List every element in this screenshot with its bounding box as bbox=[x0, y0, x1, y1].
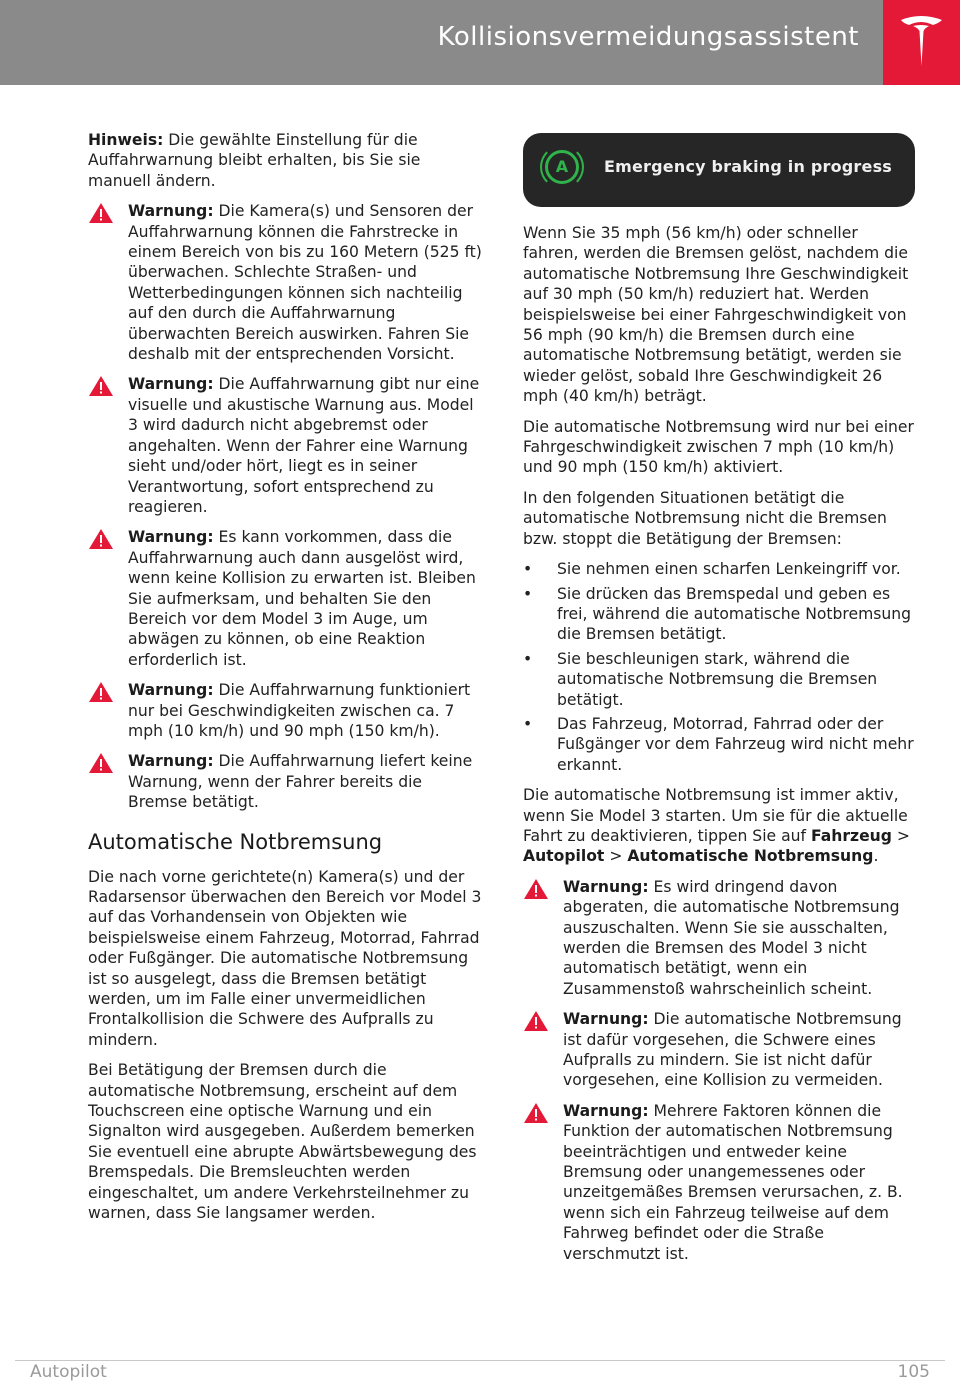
warning-label: Warnung: bbox=[563, 1101, 649, 1120]
list-item-text: Das Fahrzeug, Motorrad, Fahrrad oder der Fußgänger vor dem Fahrzeug wird nicht mehr erkannt. bbox=[557, 714, 914, 774]
right-column bbox=[523, 223, 918, 1274]
warning-text: Die Auffahrwarnung funktioniert nur bei Geschwindigkeiten zwischen ca. 7 mph (10 km/h) und 90 mph (150 km/h). bbox=[128, 681, 471, 740]
path-end: . bbox=[873, 847, 879, 866]
body-paragraph: In den folgenden Situationen betätigt die automatische Notbremsung nicht die Bremsen bzw. stoppt die Betätigung der Bremsen: bbox=[523, 488, 887, 548]
warning-text: Es wird dringend davon abgeraten, die automatische Notbremsung auszuschalten. Wenn Sie sie ausschalten, werden die Bremsen des Model 3 nicht automatisch betätigt, wenn ein Zusammenstoß wahrscheinlich scheint. bbox=[563, 877, 900, 998]
warning-block bbox=[88, 201, 483, 364]
footer-section: Autopilot bbox=[30, 1362, 107, 1382]
warning-triangle-icon bbox=[523, 1010, 549, 1032]
list-item bbox=[523, 584, 918, 645]
aeb-icon-letter: A bbox=[555, 157, 569, 176]
warning-text: Die Auffahrwarnung liefert keine Warnung, wenn der Fahrer bereits die Bremse betätigt. bbox=[128, 752, 473, 812]
warning-text: Mehrere Faktoren können die Funktion der automatischen Notbremsung beeinträchtigen und entweder keine Bremsung oder unangemessenes oder unzeitgemäßes Bremsen verursachen, z. B. wenn sich ein Fahrzeug teilweise auf dem Fahrweg befindet oder die Straße verschmutzt ist. bbox=[563, 1101, 903, 1263]
warning-block bbox=[523, 1101, 918, 1264]
warning-triangle-icon bbox=[88, 528, 114, 550]
list-item bbox=[523, 714, 918, 775]
warning-block bbox=[523, 1009, 918, 1091]
note-label: Hinweis: bbox=[88, 131, 164, 149]
conditions-list bbox=[523, 559, 918, 775]
warning-block bbox=[88, 751, 483, 812]
list-item-text: Sie nehmen einen scharfen Lenkeingriff vor. bbox=[557, 560, 901, 579]
warning-block bbox=[523, 877, 918, 999]
emergency-braking-banner bbox=[523, 133, 915, 207]
warning-label: Warnung: bbox=[563, 877, 649, 896]
body-paragraph: Bei Betätigung der Bremsen durch die automatische Notbremsung, erscheint auf dem Touchscreen eine optische Warnung und ein Signalton wird ausgegeben. Außerdem bemerken Sie eventuell eine abrupte Abwärtsbewegung des Bremspedals. Die Bremsleuchten werden eingeschaltet, um andere Verkehrsteilnehmer zu warnen, dass Sie langsamer werden. bbox=[88, 1061, 477, 1223]
footer-divider bbox=[15, 1360, 945, 1361]
page-number: 105 bbox=[897, 1362, 930, 1382]
warning-block bbox=[88, 527, 483, 670]
warning-label: Warnung: bbox=[128, 528, 214, 547]
path-separator: > bbox=[891, 826, 910, 845]
page-title: Kollisionsvermeidungsassistent bbox=[437, 22, 859, 52]
warning-label: Warnung: bbox=[128, 752, 214, 771]
note-paragraph bbox=[88, 130, 483, 191]
warning-triangle-icon bbox=[88, 752, 114, 774]
warning-triangle-icon bbox=[523, 878, 549, 900]
warning-label: Warnung: bbox=[563, 1010, 649, 1029]
note-text: Die gewählte Einstellung für die Auffahrwarnung bleibt erhalten, bis Sie sie manuell ändern. bbox=[88, 131, 421, 190]
body-text: Die automatische Notbremsung ist immer aktiv, wenn Sie Model 3 starten. Um sie für die aktuelle Fahrt zu deaktivieren, tippen Sie auf bbox=[523, 786, 908, 845]
warning-block bbox=[88, 374, 483, 517]
warning-block bbox=[88, 680, 483, 741]
bullet: • bbox=[523, 714, 533, 733]
warning-label: Warnung: bbox=[128, 681, 214, 700]
body-paragraph bbox=[523, 785, 918, 867]
page-header bbox=[0, 0, 883, 85]
list-item-text: Sie beschleunigen stark, während die automatische Notbremsung die Bremsen betätigt. bbox=[557, 649, 878, 709]
list-item-text: Sie drücken das Bremspedal und geben es frei, während die automatische Notbremsung die Bremsen betätigt. bbox=[557, 584, 912, 644]
warning-text: Die Auffahrwarnung gibt nur eine visuelle und akustische Warnung aus. Model 3 wird dadurch nicht abgebremst oder angehalten. Wenn der Fahrer eine Warnung sieht und/oder hört, liegt es in seiner Verantwortung, sofort entsprechend zu reagieren. bbox=[128, 375, 480, 516]
warning-triangle-icon bbox=[88, 681, 114, 703]
body-paragraph: Wenn Sie 35 mph (56 km/h) oder schneller fahren, werden die Bremsen gelöst, nachdem die automatische Notbremsung Ihre Geschwindigkeit auf 30 mph (50 km/h) reduziert hat. Werden beispielsweise bei einer Fahrgeschwindigkeit von 56 mph (90 km/h) die Bremsen durch eine automatische Notbremsung betätigt, werden sie wieder gelöst, sobald Ihre Geschwindigkeit 26 mph (40 km/h) beträgt. bbox=[523, 224, 909, 406]
list-item bbox=[523, 649, 918, 710]
bullet: • bbox=[523, 584, 533, 603]
body-paragraph: Die nach vorne gerichtete(n) Kamera(s) und der Radarsensor überwachen den Bereich vor Model 3 auf das Vorhandensein von Objekten wie beispielsweise einem Fahrzeug, Motorrad, Fahrrad oder Fußgänger. Die automatische Notbremsung ist so ausgelegt, dass die Bremsen betätigt werden, um im Falle einer unvermeidlichen Frontalkollision die Schwere des Aufpralls zu mindern. bbox=[88, 867, 482, 1049]
warning-triangle-icon bbox=[88, 202, 114, 224]
path-item-autopilot: Autopilot bbox=[523, 847, 605, 866]
path-separator: > bbox=[604, 847, 628, 866]
warning-label: Warnung: bbox=[128, 375, 214, 394]
warning-text: Die Kamera(s) und Sensoren der Auffahrwarnung können die Fahrstrecke in einem Bereich von bis zu 160 Metern (525 ft) überwachen. Schlechte Straßen- und Wetterbedingungen können sich nachteilig auf den durch die Auffahrwarnung überwachten Bereich auswirken. Fahren Sie deshalb mit der entsprechenden Vorsicht. bbox=[128, 202, 482, 364]
path-item-notbremsung: Automatische Notbremsung bbox=[627, 847, 874, 866]
brand-logo bbox=[883, 0, 960, 85]
warning-text: Die automatische Notbremsung ist dafür vorgesehen, die Schwere eines Aufpralls zu mindern. Sie ist nicht dafür vorgesehen, eine Kollision zu vermeiden. bbox=[563, 1010, 902, 1090]
bullet: • bbox=[523, 649, 533, 668]
banner-text: Emergency braking in progress bbox=[604, 157, 893, 176]
warning-label: Warnung: bbox=[128, 202, 214, 221]
warning-text: Es kann vorkommen, dass die Auffahrwarnung auch dann ausgelöst wird, wenn keine Kollision zu erwarten ist. Bleiben Sie aufmerksam, und behalten Sie den Bereich vor dem Model 3 im Auge, um abwägen zu können, ob eine Reaktion erforderlich ist. bbox=[128, 528, 476, 669]
section-heading: Automatische Notbremsung bbox=[88, 829, 383, 854]
bullet: • bbox=[523, 560, 533, 579]
left-column bbox=[88, 130, 483, 1234]
body-paragraph: Die automatische Notbremsung wird nur bei einer Fahrgeschwindigkeit zwischen 7 mph (10 km/h) und 90 mph (150 km/h) aktiviert. bbox=[523, 417, 914, 477]
aeb-icon bbox=[545, 150, 579, 184]
list-item bbox=[523, 559, 918, 579]
warning-triangle-icon bbox=[88, 375, 114, 397]
warning-triangle-icon bbox=[523, 1102, 549, 1124]
tesla-logo-icon bbox=[899, 14, 944, 70]
path-item-fahrzeug: Fahrzeug bbox=[810, 826, 892, 845]
